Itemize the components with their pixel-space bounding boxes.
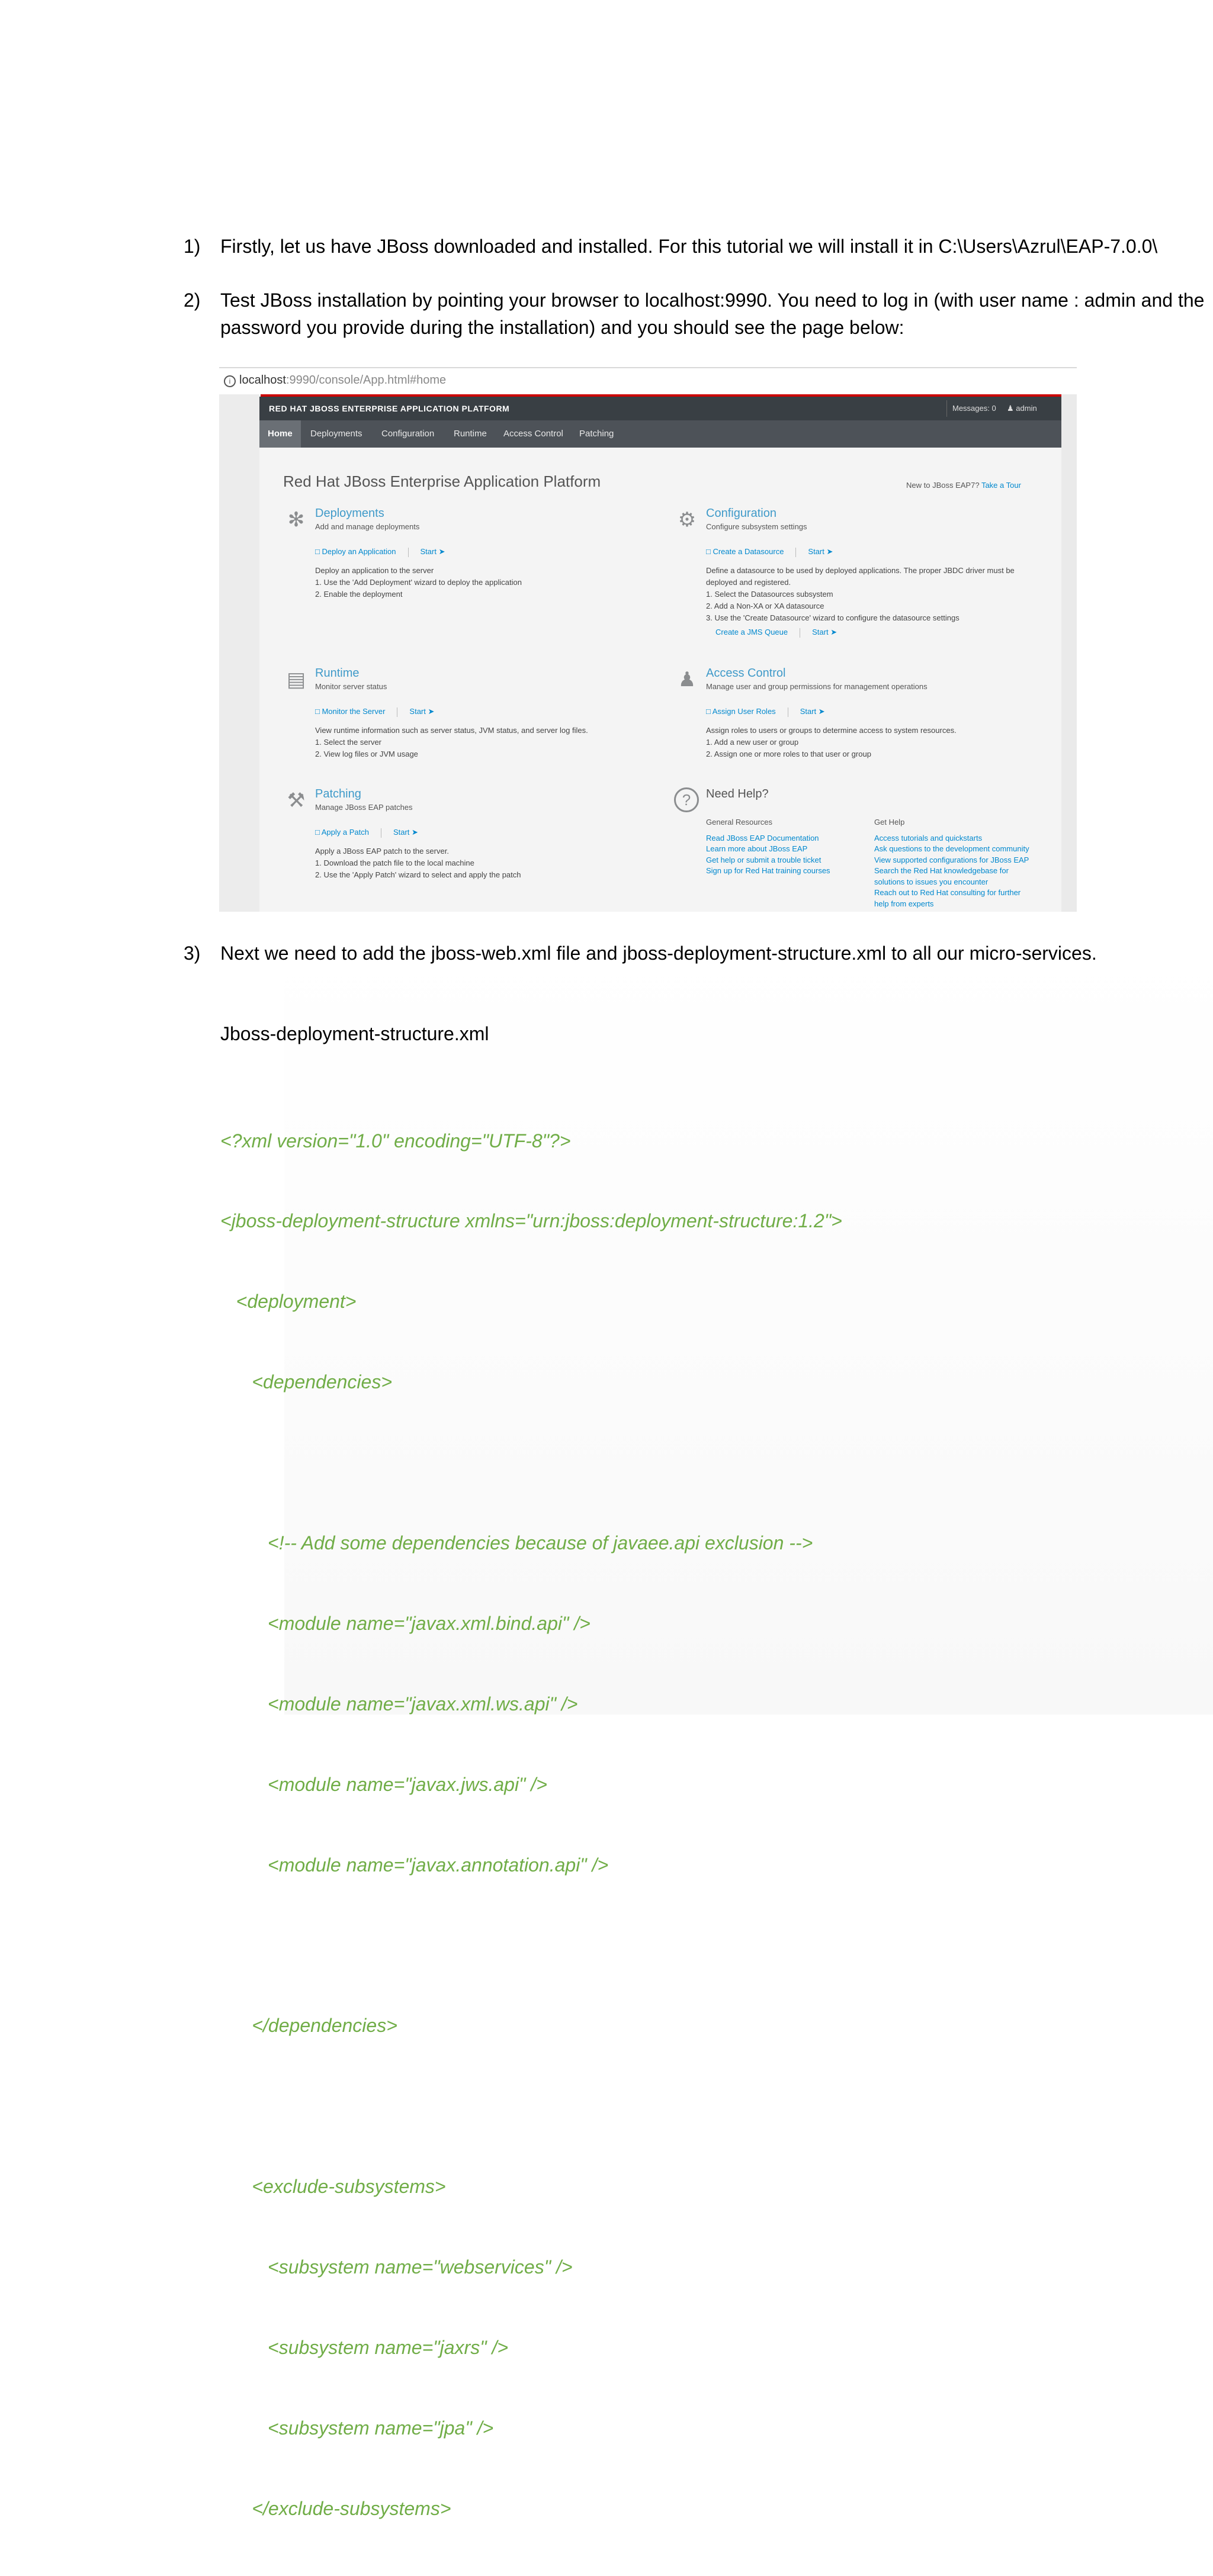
code-line: <subsystem name="webservices" /> bbox=[220, 2256, 573, 2278]
user-menu[interactable]: ♟ admin bbox=[1007, 404, 1037, 413]
create-datasource-link[interactable]: Create a Datasource bbox=[713, 547, 784, 556]
users-icon: ♟ bbox=[678, 668, 697, 691]
section-links: □ Deploy an Application Start ➤ bbox=[315, 547, 445, 556]
start-link[interactable]: Start bbox=[420, 547, 437, 556]
code-line: <exclude-subsystems> bbox=[220, 2176, 446, 2198]
gear-icon: ⚙ bbox=[678, 509, 697, 531]
section-title[interactable]: Configuration bbox=[706, 507, 776, 520]
help-link[interactable]: Reach out to Red Hat consulting for further bbox=[874, 888, 1021, 897]
deployments-section bbox=[283, 507, 638, 613]
console-app bbox=[259, 397, 1061, 912]
tab-patching[interactable]: Patching bbox=[579, 429, 614, 439]
runtime-section bbox=[283, 667, 638, 761]
home-content bbox=[259, 448, 1061, 912]
section-title[interactable]: Patching bbox=[315, 787, 361, 800]
code-line bbox=[220, 1449, 842, 1476]
code-line: <dependencies> bbox=[220, 1371, 392, 1393]
section-links: □ Assign User Roles Start ➤ bbox=[706, 707, 825, 716]
help-link[interactable]: Learn more about JBoss EAP bbox=[706, 844, 808, 853]
code-line: <subsystem name="jpa" /> bbox=[220, 2417, 494, 2439]
file-subheading: Jboss-deployment-structure.xml bbox=[220, 1023, 489, 1044]
code-line: </exclude-subsystems> bbox=[220, 2497, 451, 2519]
get-help-heading: Get Help bbox=[874, 818, 905, 826]
start-link[interactable]: Start bbox=[808, 547, 824, 556]
deployments-icon: ✻ bbox=[287, 509, 305, 531]
section-description: View runtime information such as server status, JVM status, and server log files. 1. Select the server 2. View log files or JVM usage bbox=[315, 726, 588, 758]
section-subtitle: Add and manage deployments bbox=[315, 522, 420, 531]
tab-runtime[interactable]: Runtime bbox=[454, 429, 487, 439]
section-subtitle: Configure subsystem settings bbox=[706, 522, 807, 531]
help-link[interactable]: Sign up for Red Hat training courses bbox=[706, 866, 830, 875]
messages-count[interactable]: Messages: 0 bbox=[952, 404, 996, 413]
list-number: 3) bbox=[184, 943, 201, 964]
section-description: Deploy an application to the server 1. Use the 'Add Deployment' wizard to deploy the application 2. Enable the deployment bbox=[315, 566, 522, 599]
server-icon: ▤ bbox=[286, 668, 306, 691]
deploy-application-link[interactable]: Deploy an Application bbox=[322, 547, 396, 556]
tour-prompt: New to JBoss EAP7? Take a Tour bbox=[906, 481, 1021, 490]
list-number: 1) bbox=[184, 236, 201, 257]
general-resources-heading: General Resources bbox=[706, 818, 772, 826]
section-subtitle: Manage JBoss EAP patches bbox=[315, 803, 413, 812]
section-links: □ Create a Datasource Start ➤ bbox=[706, 547, 833, 556]
section-title: Need Help? bbox=[706, 787, 769, 800]
code-line: <jboss-deployment-structure xmlns="urn:jboss:deployment-structure:1.2"> bbox=[220, 1210, 842, 1232]
take-tour-link[interactable]: Take a Tour bbox=[981, 481, 1021, 490]
tab-configuration[interactable]: Configuration bbox=[381, 429, 435, 439]
list-text: Next we need to add the jboss-web.xml file and jboss-deployment-structure.xml to all our micro-services. bbox=[220, 943, 1097, 964]
wrench-icon: ⚒ bbox=[287, 789, 306, 812]
start-link[interactable]: Start bbox=[393, 828, 410, 837]
help-link[interactable]: Get help or submit a trouble ticket bbox=[706, 855, 821, 864]
jms-queue-links: Create a JMS Queue Start ➤ bbox=[715, 628, 837, 636]
section-links: □ Monitor the Server Start ➤ bbox=[315, 707, 435, 716]
code-line bbox=[220, 2093, 842, 2120]
patching-section bbox=[283, 787, 638, 888]
section-links: □ Apply a Patch Start ➤ bbox=[315, 828, 418, 837]
create-jms-queue-link[interactable]: Create a JMS Queue bbox=[715, 628, 788, 636]
list-text: Firstly, let us have JBoss downloaded and installed. For this tutorial we will install it in C:\Users\Azrul\EAP-7.0.0\ bbox=[220, 236, 1158, 257]
code-line: <deployment> bbox=[220, 1291, 357, 1313]
start-link[interactable]: Start bbox=[409, 707, 426, 716]
help-link[interactable]: Access tutorials and quickstarts bbox=[874, 833, 983, 842]
brand-logo: RED HAT JBOSS ENTERPRISE APPLICATION PLATFORM bbox=[269, 404, 510, 413]
right-margin bbox=[1061, 394, 1077, 912]
start-link[interactable]: Start bbox=[800, 707, 817, 716]
jboss-console-screenshot bbox=[219, 367, 1077, 912]
code-line: </dependencies> bbox=[220, 2015, 397, 2037]
info-icon: i bbox=[224, 375, 236, 387]
start-link[interactable]: Start bbox=[812, 628, 829, 636]
list-text: Test JBoss installation by pointing your browser to localhost:9990. You need to log in (with user name : admin and the password you provide during the installation) and you should see the page below: bbox=[220, 290, 1205, 338]
code-line: <module name="javax.annotation.api" /> bbox=[220, 1854, 609, 1876]
section-description: Define a datasource to be used by deployed applications. The proper JBDC driver must be deployed and registered. 1. Select the Datasources subsystem 2. Add a Non-XA or XA datasource 3. Use the 'Create Datasource' wizard to configure the datasource settings bbox=[706, 566, 1015, 622]
list-number: 2) bbox=[184, 290, 201, 311]
xml-code-block bbox=[220, 1074, 842, 2576]
tab-access-control[interactable]: Access Control bbox=[503, 429, 563, 439]
general-resources bbox=[706, 817, 866, 877]
help-link[interactable]: View supported configurations for JBoss EAP bbox=[874, 855, 1029, 864]
help-link[interactable]: Ask questions to the development community bbox=[874, 844, 1029, 853]
section-title[interactable]: Deployments bbox=[315, 507, 384, 520]
section-description: Apply a JBoss EAP patch to the server. 1. Download the patch file to the local machine 2. Use the 'Apply Patch' wizard to select and apply the patch bbox=[315, 847, 521, 879]
browser-address-bar bbox=[219, 367, 1077, 395]
get-help bbox=[874, 817, 1052, 909]
code-line: <module name="javax.xml.bind.api" /> bbox=[220, 1612, 591, 1634]
assign-user-roles-link[interactable]: Assign User Roles bbox=[712, 707, 776, 716]
monitor-server-link[interactable]: Monitor the Server bbox=[322, 707, 386, 716]
code-line: <?xml version="1.0" encoding="UTF-8"?> bbox=[220, 1130, 571, 1152]
section-title[interactable]: Runtime bbox=[315, 667, 360, 680]
access-control-section bbox=[674, 667, 1029, 761]
apply-patch-link[interactable]: Apply a Patch bbox=[321, 828, 369, 837]
divider bbox=[946, 400, 947, 417]
section-subtitle: Manage user and group permissions for management operations bbox=[706, 682, 928, 691]
page-title: Red Hat JBoss Enterprise Application Platform bbox=[283, 472, 601, 490]
tab-deployments[interactable]: Deployments bbox=[310, 429, 362, 439]
top-bar bbox=[259, 397, 1061, 420]
address-url: localhost:9990/console/App.html#home bbox=[239, 374, 447, 387]
code-line: <module name="javax.xml.ws.api" /> bbox=[220, 1693, 578, 1715]
left-margin bbox=[219, 394, 259, 912]
section-title[interactable]: Access Control bbox=[706, 667, 786, 680]
section-subtitle: Monitor server status bbox=[315, 682, 387, 691]
code-line: <subsystem name="jaxrs" /> bbox=[220, 2336, 509, 2358]
question-icon: ? bbox=[674, 787, 699, 812]
configuration-section bbox=[674, 507, 1029, 649]
section-description: Assign roles to users or groups to determine access to system resources. 1. Add a new user or group 2. Assign one or more roles to that user or group bbox=[706, 726, 957, 758]
help-link[interactable]: solutions to issues you encounter bbox=[874, 877, 989, 886]
help-link[interactable]: Read JBoss EAP Documentation bbox=[706, 833, 819, 842]
help-link[interactable]: help from experts bbox=[874, 899, 934, 908]
main-nav bbox=[259, 420, 1061, 448]
help-link[interactable]: Search the Red Hat knowledgebase for bbox=[874, 866, 1009, 875]
code-line bbox=[220, 1932, 842, 1959]
code-line: <module name="javax.jws.api" /> bbox=[220, 1773, 547, 1795]
code-line: <!-- Add some dependencies because of javaee.api exclusion --> bbox=[220, 1532, 813, 1554]
tab-home[interactable]: Home bbox=[259, 420, 301, 448]
